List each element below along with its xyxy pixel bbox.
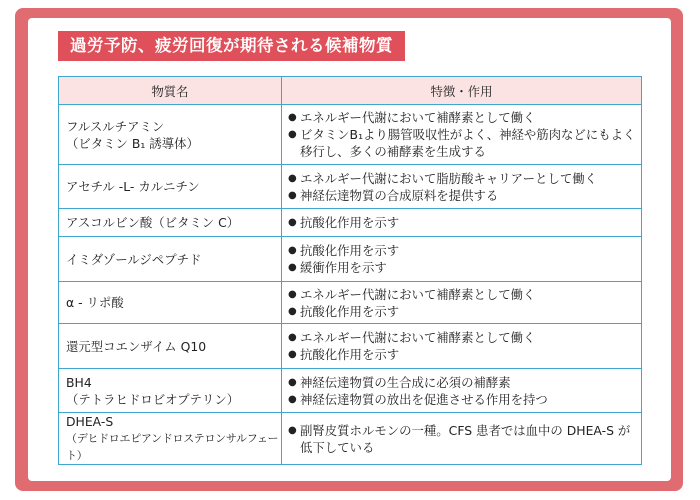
features-cell xyxy=(282,324,642,369)
features-cell xyxy=(282,165,642,209)
substance-name-cell xyxy=(59,324,282,369)
feature-item: ● 神経伝達物質の合成原料を提供する xyxy=(288,187,641,204)
header-features: 特徴・作用 xyxy=(282,77,642,105)
table-row xyxy=(59,324,642,369)
feature-item: ● 抗酸化作用を示す xyxy=(288,303,641,320)
table-row xyxy=(59,105,642,165)
feature-item: ● 神経伝達物質の放出を促進させる作用を持つ xyxy=(288,391,641,408)
substance-table xyxy=(58,76,642,465)
substance-name-cell xyxy=(59,209,282,237)
substance-name-cell xyxy=(59,282,282,324)
table-row xyxy=(59,165,642,209)
features-cell xyxy=(282,237,642,282)
feature-item: ● 副腎皮質ホルモンの一種。CFS 患者では血中の DHEA-S が低下している xyxy=(288,422,641,456)
substance-name: DHEA-S xyxy=(66,414,114,429)
table-row xyxy=(59,369,642,413)
features-cell xyxy=(282,282,642,324)
feature-item: ● エネルギー代謝において補酵素として働く xyxy=(288,286,641,303)
features-cell xyxy=(282,209,642,237)
table-row xyxy=(59,413,642,465)
page-title: 過労予防、疲労回復が期待される候補物質 xyxy=(58,31,405,61)
substance-name: α - リポ酸 xyxy=(66,295,124,310)
feature-item: ● エネルギー代謝において補酵素として働く xyxy=(288,329,641,346)
features-cell xyxy=(282,413,642,465)
substance-name: BH4 xyxy=(66,374,92,390)
table-row xyxy=(59,282,642,324)
substance-note: （ビタミン B₁ 誘導体） xyxy=(66,135,199,151)
feature-item: ● 抗酸化作用を示す xyxy=(288,242,641,259)
substance-name-cell xyxy=(59,237,282,282)
features-cell xyxy=(282,369,642,413)
feature-item: ● 神経伝達物質の生合成に必須の補酵素 xyxy=(288,374,641,391)
substance-name-cell xyxy=(59,369,282,413)
substance-name: 還元型コエンザイム Q10 xyxy=(66,338,207,354)
feature-item: ● エネルギー代謝において脂肪酸キャリアーとして働く xyxy=(288,170,641,187)
feature-item: ● ビタミンB₁より腸管吸収性がよく、神経や筋肉などにもよく移行し、多くの補酵素を生成する xyxy=(288,126,641,160)
table-header-row xyxy=(59,77,642,105)
substance-name: イミダゾールジペプチド xyxy=(66,251,202,267)
substance-note: （デヒドロエピアンドロステロンサルフェート） xyxy=(66,432,279,462)
substance-note: （テトラヒドロビオプテリン） xyxy=(66,391,240,407)
feature-item: ● 抗酸化作用を示す xyxy=(288,214,641,231)
substance-name-cell xyxy=(59,105,282,165)
substance-name: アスコルビン酸（ビタミン C） xyxy=(66,215,240,230)
substance-name-cell xyxy=(59,165,282,209)
table-row xyxy=(59,209,642,237)
feature-item: ● 緩衝作用を示す xyxy=(288,259,641,276)
header-substance-name: 物質名 xyxy=(59,77,282,105)
substance-name-cell xyxy=(59,413,282,465)
table-row xyxy=(59,237,642,282)
features-cell xyxy=(282,105,642,165)
substance-name: フルスルチアミン xyxy=(66,118,165,134)
substance-name: アセチル -L- カルニチン xyxy=(66,179,200,194)
feature-item: ● 抗酸化作用を示す xyxy=(288,346,641,363)
feature-item: ● エネルギー代謝において補酵素として働く xyxy=(288,109,641,126)
